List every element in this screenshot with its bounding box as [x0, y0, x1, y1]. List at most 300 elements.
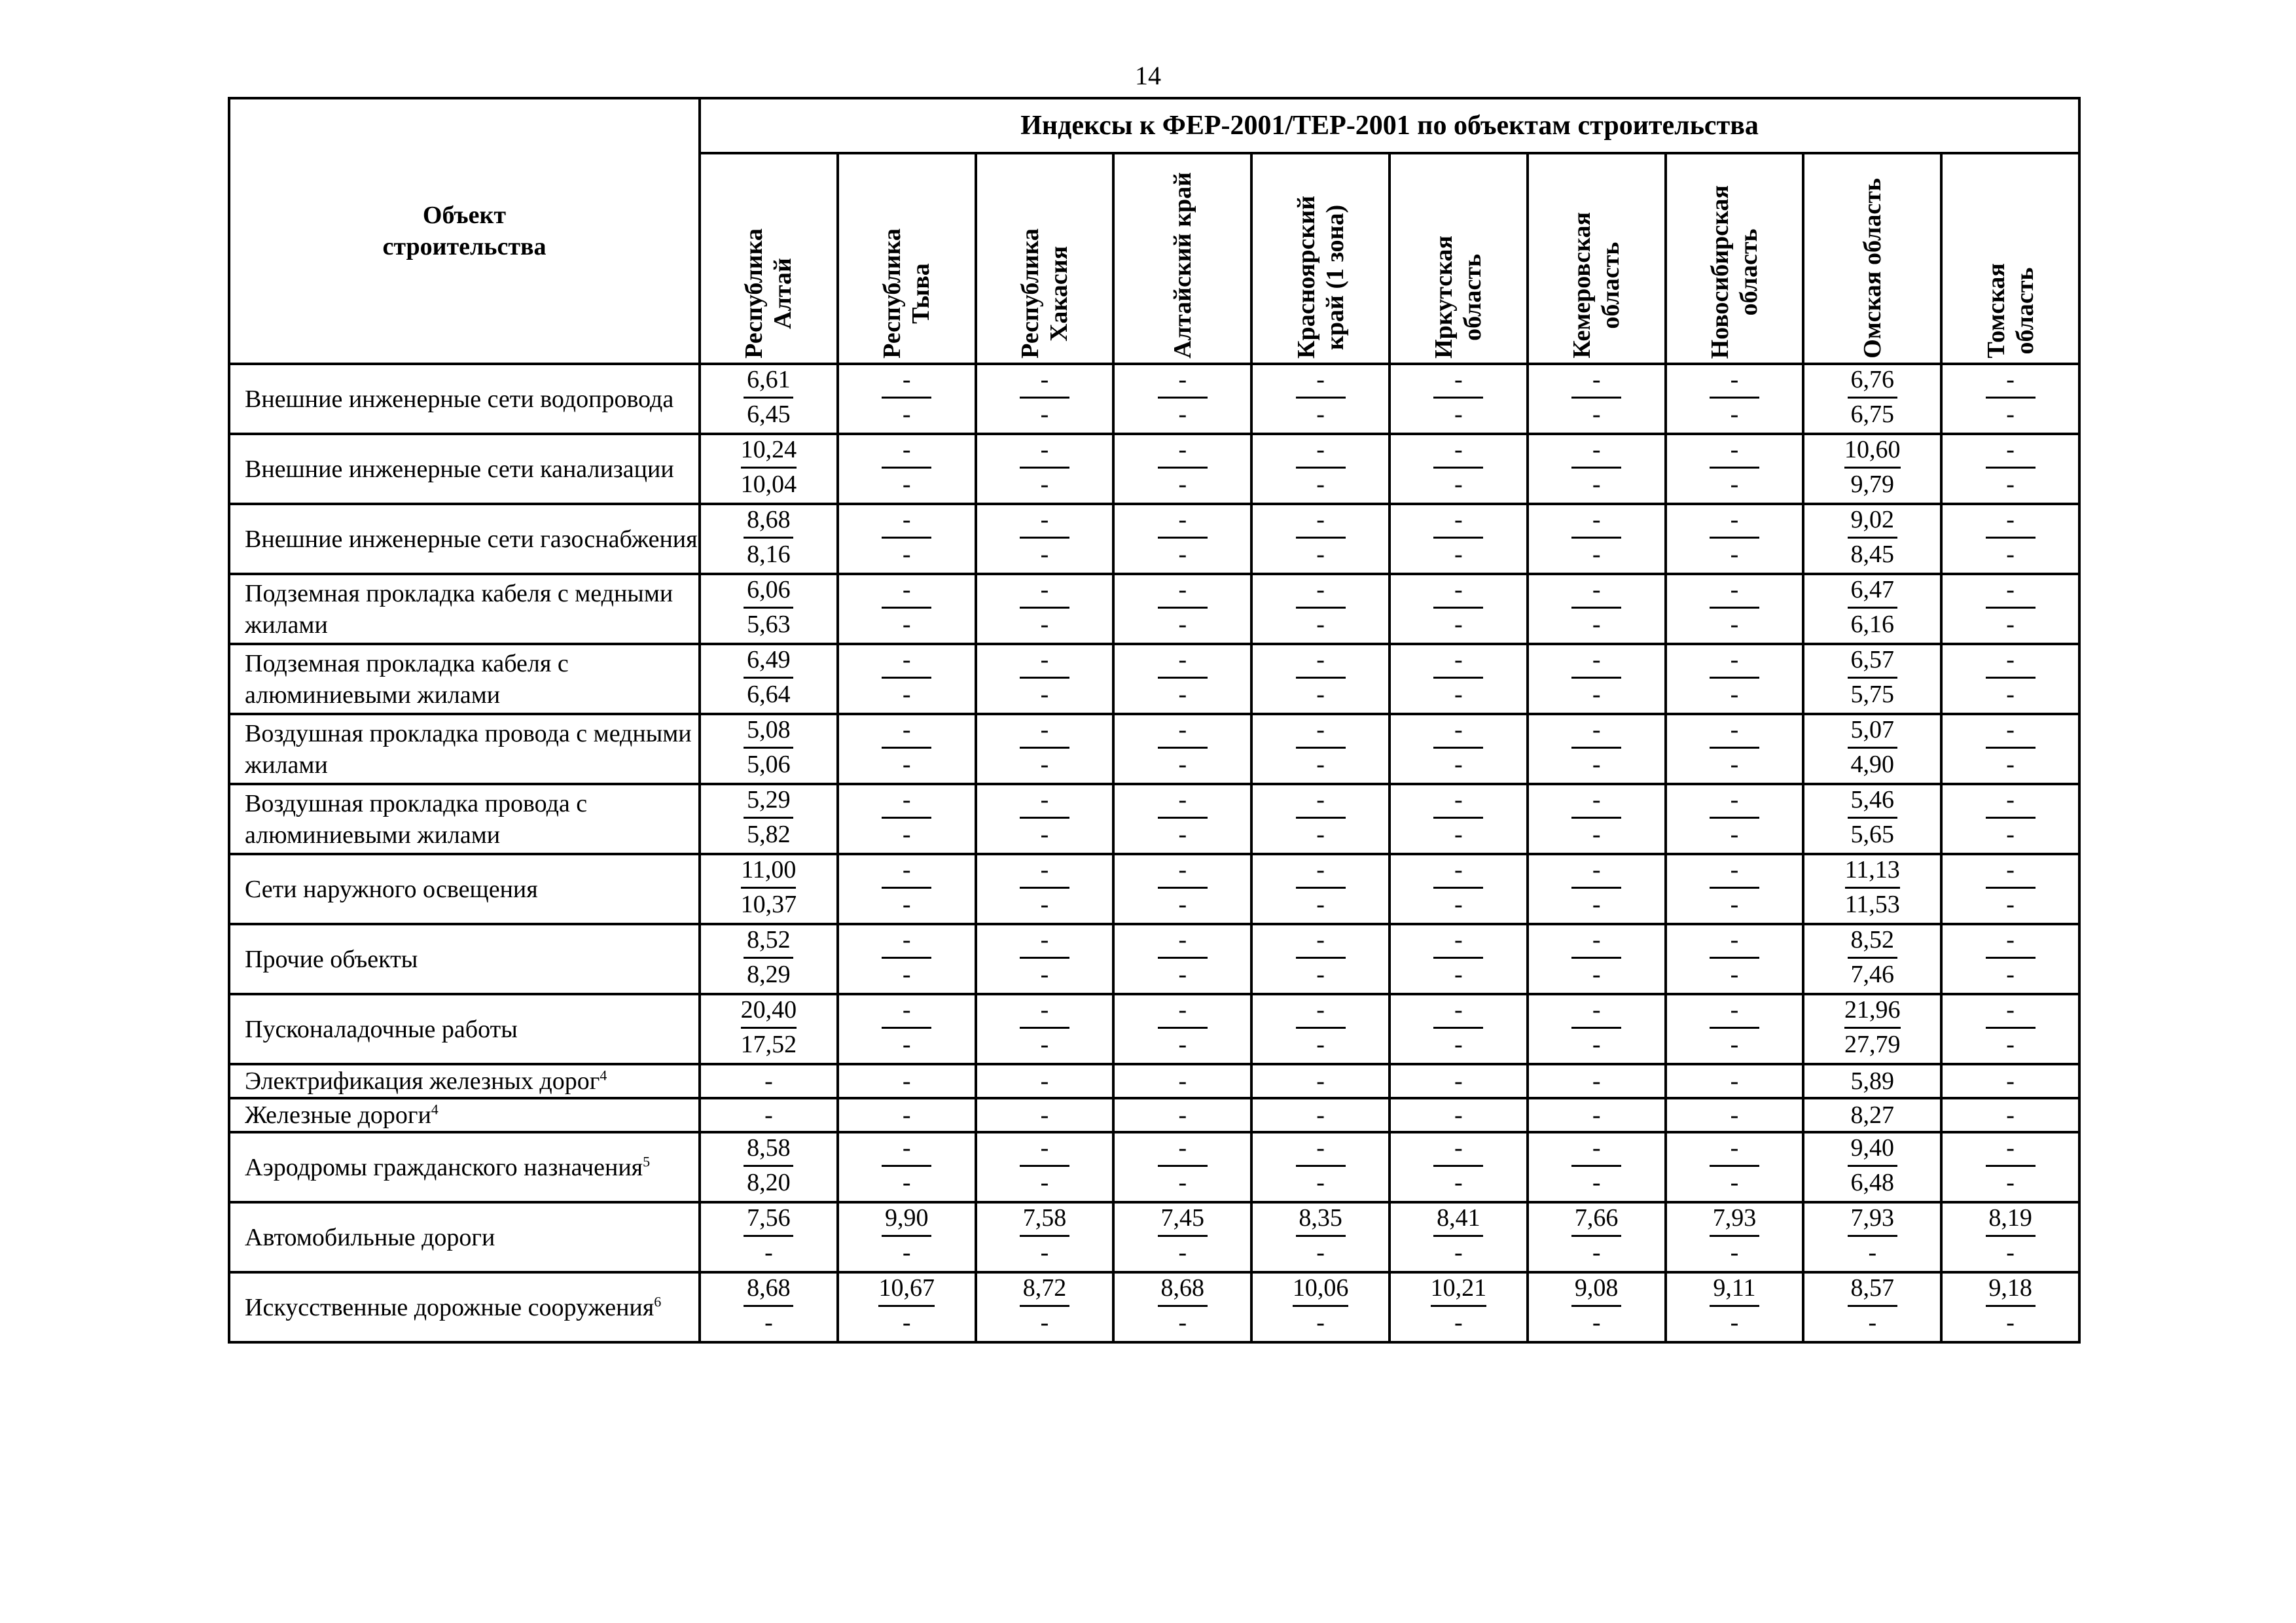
index-value-cell — [838, 504, 976, 574]
ter-index-value: - — [1868, 1239, 1877, 1266]
ter-index-value: - — [1178, 1031, 1187, 1058]
index-value: - — [2006, 1101, 2015, 1129]
ter-index-value: 6,64 — [747, 681, 791, 708]
index-value-cell — [1803, 434, 1941, 504]
fer-index-value: - — [1433, 925, 1483, 959]
ter-index-value: - — [902, 611, 911, 638]
region-header-label: Красноярский край (1 зона) — [1292, 196, 1349, 359]
ter-index-value: - — [2006, 1169, 2015, 1196]
index-value-cell — [1941, 644, 2079, 714]
fer-index-value: - — [1296, 715, 1346, 749]
index-value-cell — [976, 714, 1114, 784]
index-value-cell — [838, 854, 976, 924]
fer-index-value: - — [1571, 715, 1621, 749]
table-body — [229, 364, 2079, 1342]
index-value-cell — [1390, 434, 1528, 504]
table-row — [229, 1098, 2079, 1132]
fer-index-value: - — [1433, 715, 1483, 749]
ter-index-value: - — [1178, 751, 1187, 778]
ter-index-value: - — [1592, 891, 1601, 918]
fer-index-value: - — [1571, 435, 1621, 469]
index-value: - — [1316, 1067, 1325, 1095]
index-value-cell — [1528, 994, 1666, 1064]
ter-index-value: - — [1178, 541, 1187, 568]
ter-index-value: - — [1178, 1239, 1187, 1266]
fer-index-value: 20,40 — [741, 995, 797, 1029]
ter-index-value: - — [1316, 751, 1325, 778]
fer-index-value: - — [1433, 1133, 1483, 1167]
ter-index-value: - — [2006, 541, 2015, 568]
index-value-cell — [1528, 1272, 1666, 1342]
index-group-header: Индексы к ФЕР-2001/ТЕР-2001 по объектам строительства — [700, 98, 2079, 153]
fer-index-value: 7,58 — [1020, 1204, 1069, 1237]
fer-index-value: 11,13 — [1845, 855, 1900, 889]
fer-index-value: - — [1710, 435, 1759, 469]
index-value-cell — [1666, 504, 1804, 574]
ter-index-value: 6,45 — [747, 401, 791, 428]
region-header — [1803, 153, 1941, 364]
index-value-cell — [1941, 1098, 2079, 1132]
index-value-cell — [1941, 994, 2079, 1064]
table-row — [229, 714, 2079, 784]
fer-index-value: - — [1158, 1133, 1208, 1167]
ter-index-value: - — [1316, 611, 1325, 638]
index-value-cell — [1390, 504, 1528, 574]
index-value-cell — [1251, 854, 1390, 924]
index-value-cell — [1251, 1272, 1390, 1342]
index-value-cell — [1803, 854, 1941, 924]
region-header — [1941, 153, 2079, 364]
fer-index-value: - — [1020, 505, 1069, 539]
object-name: Сети наружного освещения — [245, 875, 538, 903]
fer-index-value: 9,11 — [1710, 1274, 1759, 1307]
fer-index-value: - — [1158, 855, 1208, 889]
fer-index-value: - — [1571, 855, 1621, 889]
fer-index-value: - — [882, 925, 931, 959]
footnote-marker: 4 — [431, 1101, 439, 1118]
ter-index-value: - — [1592, 751, 1601, 778]
ter-index-value: - — [1040, 891, 1049, 918]
ter-index-value: - — [1040, 681, 1049, 708]
ter-index-value: - — [1454, 821, 1463, 848]
fer-index-value: - — [1433, 365, 1483, 399]
table-row — [229, 1064, 2079, 1098]
fer-index-value: - — [882, 1133, 931, 1167]
ter-index-value: - — [1730, 401, 1739, 428]
ter-index-value: - — [902, 1169, 911, 1196]
ter-index-value: - — [1592, 541, 1601, 568]
ter-index-value: - — [1730, 751, 1739, 778]
fer-index-value: - — [1158, 715, 1208, 749]
ter-index-value: 5,82 — [747, 821, 791, 848]
region-header-label: Республика Хакасия — [1016, 228, 1073, 359]
index-value: - — [2006, 1067, 2015, 1095]
index-value-cell — [1941, 364, 2079, 434]
fer-index-value: - — [1986, 925, 2036, 959]
object-name: Электрификация железных дорог — [245, 1067, 600, 1095]
index-value-cell — [1803, 1064, 1941, 1098]
index-value-cell — [1941, 854, 2079, 924]
ter-index-value: - — [2006, 1239, 2015, 1266]
table-row — [229, 644, 2079, 714]
index-value-cell — [1251, 364, 1390, 434]
index-value-cell — [838, 1132, 976, 1202]
index-value-cell — [838, 1272, 976, 1342]
index-value-cell — [1803, 1098, 1941, 1132]
ter-index-value: - — [1454, 1031, 1463, 1058]
index-value-cell — [976, 574, 1114, 644]
ter-index-value: - — [1730, 471, 1739, 498]
region-header — [976, 153, 1114, 364]
index-value-cell — [1251, 574, 1390, 644]
ter-index-value: - — [1592, 1169, 1601, 1196]
region-header-label: Иркутская область — [1430, 236, 1487, 359]
region-header-label: Республика Тыва — [878, 228, 935, 359]
index-value-cell — [1251, 994, 1390, 1064]
ter-index-value: - — [1454, 1239, 1463, 1266]
object-name-cell — [229, 1132, 700, 1202]
object-name-cell — [229, 994, 700, 1064]
region-header — [1390, 153, 1528, 364]
region-header-label: Кемеровская область — [1568, 212, 1625, 359]
fer-index-value: - — [1571, 995, 1621, 1029]
fer-index-value: - — [1710, 645, 1759, 679]
fer-index-value: - — [1296, 435, 1346, 469]
fer-index-value: - — [1710, 785, 1759, 819]
object-column-header — [229, 98, 700, 364]
object-name: Пусконаладочные работы — [245, 1015, 518, 1043]
ter-index-value: - — [1178, 961, 1187, 988]
fer-index-value: - — [1296, 925, 1346, 959]
fer-index-value: 7,56 — [744, 1204, 793, 1237]
index-value-cell — [1941, 1272, 2079, 1342]
ter-index-value: - — [1040, 1309, 1049, 1336]
ter-index-value: 6,75 — [1850, 401, 1895, 428]
fer-index-value: - — [882, 645, 931, 679]
fer-index-value: - — [1433, 505, 1483, 539]
fer-index-value: - — [1296, 575, 1346, 609]
index-value-cell — [976, 1064, 1114, 1098]
index-value-cell — [1666, 924, 1804, 994]
fer-index-value: - — [882, 995, 931, 1029]
index-value-cell — [1528, 434, 1666, 504]
fer-index-value: 9,18 — [1986, 1274, 2036, 1307]
object-name-cell — [229, 854, 700, 924]
object-name-cell — [229, 784, 700, 854]
index-value: 8,27 — [1850, 1101, 1895, 1129]
index-value-cell — [1390, 1132, 1528, 1202]
index-value-cell — [1390, 644, 1528, 714]
fer-index-value: - — [882, 715, 931, 749]
ter-index-value: - — [1592, 961, 1601, 988]
table-row — [229, 1132, 2079, 1202]
index-value-cell — [1803, 714, 1941, 784]
index-value: - — [1592, 1101, 1601, 1129]
index-value: - — [1730, 1067, 1739, 1095]
fer-index-value: 10,06 — [1293, 1274, 1349, 1307]
object-name-cell — [229, 924, 700, 994]
ter-index-value: - — [1178, 401, 1187, 428]
index-value-cell — [1666, 854, 1804, 924]
index-value-cell — [1803, 364, 1941, 434]
region-header — [700, 153, 838, 364]
ter-index-value: 5,75 — [1850, 681, 1895, 708]
ter-index-value: - — [1178, 681, 1187, 708]
fer-index-value: 5,46 — [1848, 785, 1897, 819]
ter-index-value: - — [1040, 401, 1049, 428]
index-value: - — [902, 1067, 911, 1095]
index-value-cell — [1803, 574, 1941, 644]
fer-index-value: 8,57 — [1848, 1274, 1897, 1307]
index-value-cell — [976, 1098, 1114, 1132]
index-value: - — [1454, 1101, 1463, 1129]
index-value-cell — [1251, 504, 1390, 574]
table-row — [229, 994, 2079, 1064]
fer-index-value: - — [1158, 995, 1208, 1029]
index-value-cell — [1390, 1202, 1528, 1272]
index-value-cell — [1666, 364, 1804, 434]
object-name-cell — [229, 1202, 700, 1272]
index-value-cell — [1113, 644, 1251, 714]
fer-index-value: - — [1020, 925, 1069, 959]
ter-index-value: - — [1592, 1309, 1601, 1336]
ter-index-value: - — [1178, 821, 1187, 848]
fer-index-value: - — [882, 785, 931, 819]
fer-index-value: 7,45 — [1158, 1204, 1208, 1237]
ter-index-value: 4,90 — [1850, 751, 1895, 778]
fer-index-value: - — [1020, 1133, 1069, 1167]
table-row — [229, 364, 2079, 434]
fer-index-value: 9,90 — [882, 1204, 931, 1237]
index-value-cell — [1803, 1202, 1941, 1272]
ter-index-value: - — [764, 1239, 773, 1266]
index-value-cell — [1528, 1202, 1666, 1272]
index-value-cell — [1251, 1132, 1390, 1202]
object-name: Воздушная прокладка провода с медными жилами — [245, 719, 692, 779]
index-value-cell — [838, 434, 976, 504]
fer-index-value: - — [1433, 435, 1483, 469]
index-value-cell — [1941, 924, 2079, 994]
ter-index-value: - — [2006, 611, 2015, 638]
ter-index-value: 9,79 — [1850, 471, 1895, 498]
index-value-cell — [1941, 784, 2079, 854]
fer-index-value: - — [1020, 435, 1069, 469]
ter-index-value: - — [1454, 961, 1463, 988]
region-header — [838, 153, 976, 364]
fer-index-value: - — [1571, 365, 1621, 399]
ter-index-value: - — [2006, 751, 2015, 778]
index-value-cell — [1251, 784, 1390, 854]
ter-index-value: 8,20 — [747, 1169, 791, 1196]
index-value-cell — [700, 924, 838, 994]
fer-index-value: - — [1158, 435, 1208, 469]
ter-index-value: - — [902, 681, 911, 708]
fer-index-value: - — [1296, 785, 1346, 819]
ter-index-value: - — [1454, 891, 1463, 918]
ter-index-value: - — [1178, 1169, 1187, 1196]
fer-index-value: 6,49 — [744, 645, 793, 679]
index-value-cell — [1666, 1132, 1804, 1202]
ter-index-value: - — [1454, 1309, 1463, 1336]
fer-index-value: - — [1986, 575, 2036, 609]
index-value-cell — [1528, 854, 1666, 924]
object-name-cell — [229, 504, 700, 574]
index-value-cell — [838, 1202, 976, 1272]
index-value-cell — [1941, 574, 2079, 644]
object-name-cell — [229, 364, 700, 434]
index-value-cell — [838, 364, 976, 434]
ter-index-value: - — [1730, 961, 1739, 988]
fer-index-value: - — [882, 505, 931, 539]
ter-index-value: - — [902, 821, 911, 848]
region-header — [1113, 153, 1251, 364]
ter-index-value: - — [1730, 611, 1739, 638]
index-value-cell — [1941, 1202, 2079, 1272]
index-value-cell — [1666, 1098, 1804, 1132]
ter-index-value: - — [1316, 681, 1325, 708]
fer-index-value: - — [1020, 855, 1069, 889]
index-value: - — [1040, 1067, 1049, 1095]
index-value-cell — [700, 854, 838, 924]
ter-index-value: 10,04 — [740, 471, 797, 498]
ter-index-value: - — [1454, 541, 1463, 568]
object-name-cell — [229, 434, 700, 504]
index-value-cell — [1528, 1064, 1666, 1098]
ter-index-value: - — [1040, 1239, 1049, 1266]
index-value-cell — [838, 1098, 976, 1132]
index-value: - — [1178, 1067, 1187, 1095]
ter-index-value: - — [1730, 1239, 1739, 1266]
ter-index-value: - — [902, 401, 911, 428]
index-value-cell — [1666, 434, 1804, 504]
fer-index-value: - — [1433, 785, 1483, 819]
index-value-cell — [1528, 644, 1666, 714]
ter-index-value: - — [1178, 891, 1187, 918]
page-number: 14 — [1135, 61, 1161, 90]
index-value-cell — [976, 1272, 1114, 1342]
region-header-label: Омская область — [1858, 178, 1886, 359]
index-value-cell — [700, 504, 838, 574]
index-value-cell — [1390, 924, 1528, 994]
fer-index-value: - — [1020, 645, 1069, 679]
object-name-cell — [229, 644, 700, 714]
index-value-cell — [700, 1098, 838, 1132]
index-value-cell — [1113, 364, 1251, 434]
ter-index-value: - — [1454, 681, 1463, 708]
ter-index-value: 5,63 — [747, 611, 791, 638]
fer-index-value: - — [1710, 505, 1759, 539]
index-value-cell — [1666, 1272, 1804, 1342]
ter-index-value: - — [1454, 401, 1463, 428]
index-value-cell — [838, 1064, 976, 1098]
ter-index-value: - — [1040, 751, 1049, 778]
fer-index-value: - — [1710, 855, 1759, 889]
fer-index-value: - — [1296, 1133, 1346, 1167]
ter-index-value: - — [1592, 1031, 1601, 1058]
ter-index-value: - — [1316, 471, 1325, 498]
ter-index-value: - — [1592, 681, 1601, 708]
fer-index-value: 6,76 — [1848, 365, 1897, 399]
fer-index-value: - — [1986, 995, 2036, 1029]
ter-index-value: 10,37 — [740, 891, 797, 918]
index-value: - — [1178, 1101, 1187, 1129]
index-value-cell — [1251, 924, 1390, 994]
index-value-cell — [1251, 1202, 1390, 1272]
index-value-cell — [1251, 434, 1390, 504]
object-name: Искусственные дорожные сооружения — [245, 1293, 655, 1321]
index-value-cell — [1113, 1272, 1251, 1342]
index-value-cell — [976, 1202, 1114, 1272]
fer-index-value: - — [1986, 435, 2036, 469]
fer-index-value: - — [1020, 715, 1069, 749]
fer-index-value: 9,02 — [1848, 505, 1897, 539]
object-column-header-label: Объект строительства — [382, 202, 547, 260]
fer-index-value: - — [1020, 365, 1069, 399]
ter-index-value: - — [2006, 1031, 2015, 1058]
index-value-cell — [1113, 574, 1251, 644]
fer-index-value: - — [1710, 1133, 1759, 1167]
fer-index-value: 11,00 — [741, 855, 796, 889]
ter-index-value: - — [1730, 1031, 1739, 1058]
index-value-cell — [1251, 644, 1390, 714]
fer-index-value: 9,40 — [1848, 1133, 1897, 1167]
ter-index-value: - — [2006, 471, 2015, 498]
ter-index-value: - — [1040, 471, 1049, 498]
table-row — [229, 924, 2079, 994]
fer-index-value: - — [1158, 575, 1208, 609]
index-value: 5,89 — [1850, 1067, 1895, 1095]
ter-index-value: - — [2006, 681, 2015, 708]
ter-index-value: - — [902, 961, 911, 988]
ter-index-value: 8,16 — [747, 541, 791, 568]
ter-index-value: - — [1592, 821, 1601, 848]
index-value-cell — [976, 994, 1114, 1064]
fer-index-value: 5,29 — [744, 785, 793, 819]
ter-index-value: 5,06 — [747, 751, 791, 778]
fer-index-value: 8,19 — [1986, 1204, 2036, 1237]
index-value-cell — [1113, 504, 1251, 574]
fer-index-value: 7,66 — [1571, 1204, 1621, 1237]
index-value-cell — [1941, 1132, 2079, 1202]
index-value-cell — [1803, 994, 1941, 1064]
ter-index-value: - — [1730, 1169, 1739, 1196]
object-name: Подземная прокладка кабеля с медными жилами — [245, 579, 673, 639]
region-header — [1528, 153, 1666, 364]
index-value-cell — [1803, 1132, 1941, 1202]
ter-index-value: - — [2006, 1309, 2015, 1336]
fer-index-value: - — [1020, 785, 1069, 819]
index-value-cell — [1666, 994, 1804, 1064]
fer-index-value: - — [1986, 505, 2036, 539]
index-value-cell — [1666, 784, 1804, 854]
fer-index-value: - — [1571, 575, 1621, 609]
index-value-cell — [700, 1064, 838, 1098]
index-value-cell — [976, 784, 1114, 854]
index-value-cell — [1666, 644, 1804, 714]
fer-index-value: 7,93 — [1848, 1204, 1897, 1237]
fer-index-value: - — [1710, 925, 1759, 959]
fer-index-value: - — [1710, 365, 1759, 399]
fer-index-value: - — [1571, 505, 1621, 539]
region-header-label: Томская область — [1982, 263, 2039, 359]
object-name-cell — [229, 714, 700, 784]
index-value-cell — [1113, 854, 1251, 924]
index-value-cell — [1666, 574, 1804, 644]
index-value-cell — [1390, 1064, 1528, 1098]
ter-index-value: - — [1592, 401, 1601, 428]
index-value-cell — [976, 924, 1114, 994]
fer-index-value: - — [1571, 785, 1621, 819]
